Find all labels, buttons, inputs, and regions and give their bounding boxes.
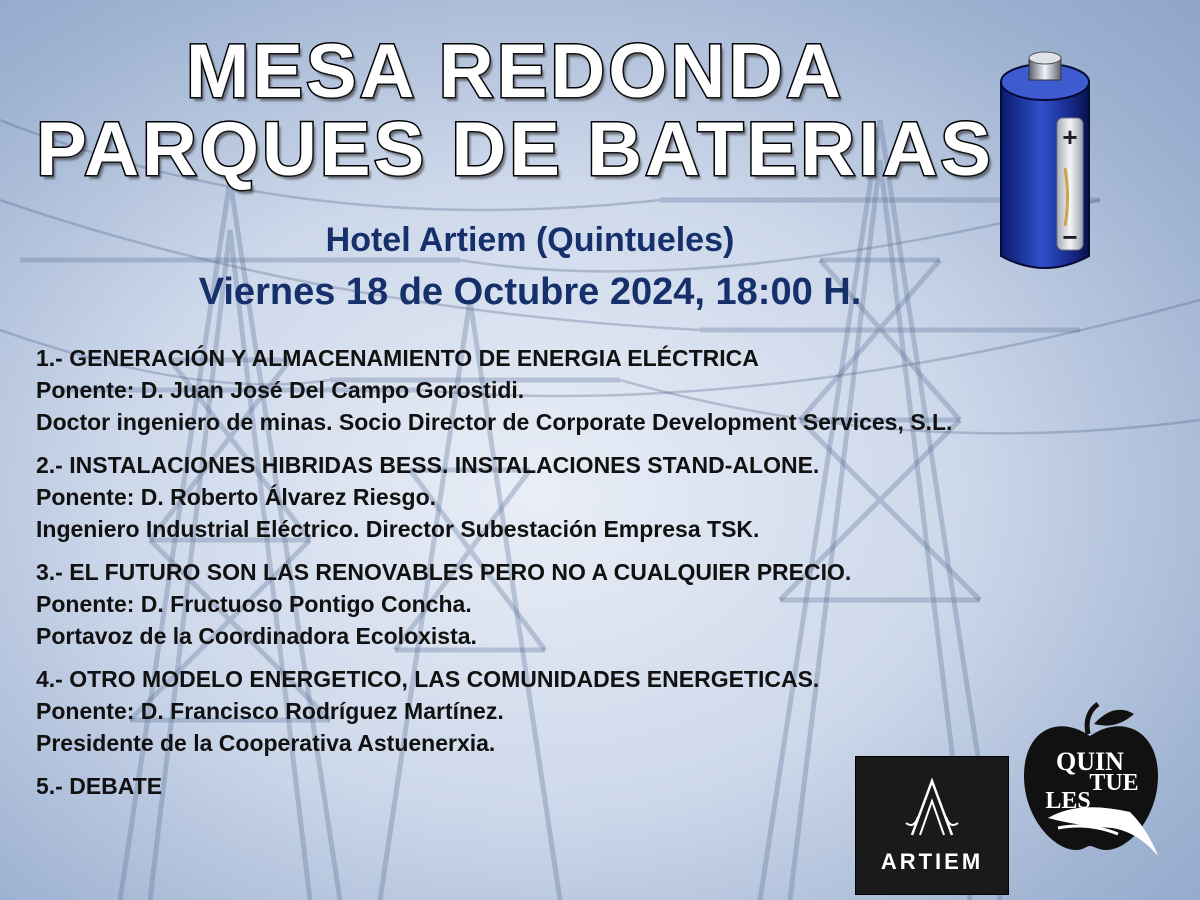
battery-plus-sign: + (1062, 122, 1078, 152)
agenda-item-1-title: 1.- GENERACIÓN Y ALMACENAMIENTO DE ENERGIA ELÉCTRICA (36, 345, 759, 371)
quintueles-logo (1018, 700, 1163, 865)
agenda-item-5-title: 5.- DEBATE (36, 773, 163, 799)
agenda-item-1 (36, 342, 1186, 438)
agenda-list (36, 342, 1186, 813)
agenda-item-2-role: Ingeniero Industrial Eléctrico. Director Subestación Empresa TSK. (36, 516, 760, 542)
agenda-item-2-speaker: Ponente: D. Roberto Álvarez Riesgo. (36, 484, 437, 510)
artiem-logo-text: ARTIEM (880, 849, 984, 874)
artiem-logo (855, 756, 1009, 895)
agenda-item-3-title: 3.- EL FUTURO SON LAS RENOVABLES PERO NO A CUALQUIER PRECIO. (36, 559, 852, 585)
agenda-item-1-speaker: Ponente: D. Juan José Del Campo Gorostidi. (36, 377, 525, 403)
agenda-item-3 (36, 556, 1186, 652)
agenda-item-4 (36, 663, 1186, 759)
agenda-item-3-speaker: Ponente: D. Fructuoso Pontigo Concha. (36, 591, 472, 617)
agenda-item-2-title: 2.- INSTALACIONES HIBRIDAS BESS. INSTALACIONES STAND-ALONE. (36, 452, 820, 478)
title-line-2: PARQUES DE BATERIAS (36, 107, 994, 192)
title-line-1: MESA REDONDA (185, 29, 845, 114)
date-line: Viernes 18 de Octubre 2024, 18:00 H. (198, 271, 862, 313)
venue-line: Hotel Artiem (Quintueles) (325, 221, 735, 259)
artiem-a-icon (904, 777, 960, 839)
agenda-item-3-role: Portavoz de la Coordinadora Ecoloxista. (36, 623, 477, 649)
quintueles-text-3: LES (1045, 788, 1091, 814)
agenda-item-4-speaker: Ponente: D. Francisco Rodríguez Martínez. (36, 698, 504, 724)
quintueles-text-1: QUIN (1056, 747, 1124, 776)
agenda-item-5 (36, 770, 1186, 802)
battery-minus-sign: − (1062, 222, 1078, 252)
agenda-item-4-title: 4.- OTRO MODELO ENERGETICO, LAS COMUNIDADES ENERGETICAS. (36, 666, 820, 692)
agenda-item-1-role: Doctor ingeniero de minas. Socio Director de Corporate Development Services, S.L. (36, 409, 953, 435)
agenda-item-4-role: Presidente de la Cooperativa Astuenerxia. (36, 730, 496, 756)
agenda-item-2 (36, 449, 1186, 545)
quintueles-text-2: TUE (1089, 770, 1139, 796)
